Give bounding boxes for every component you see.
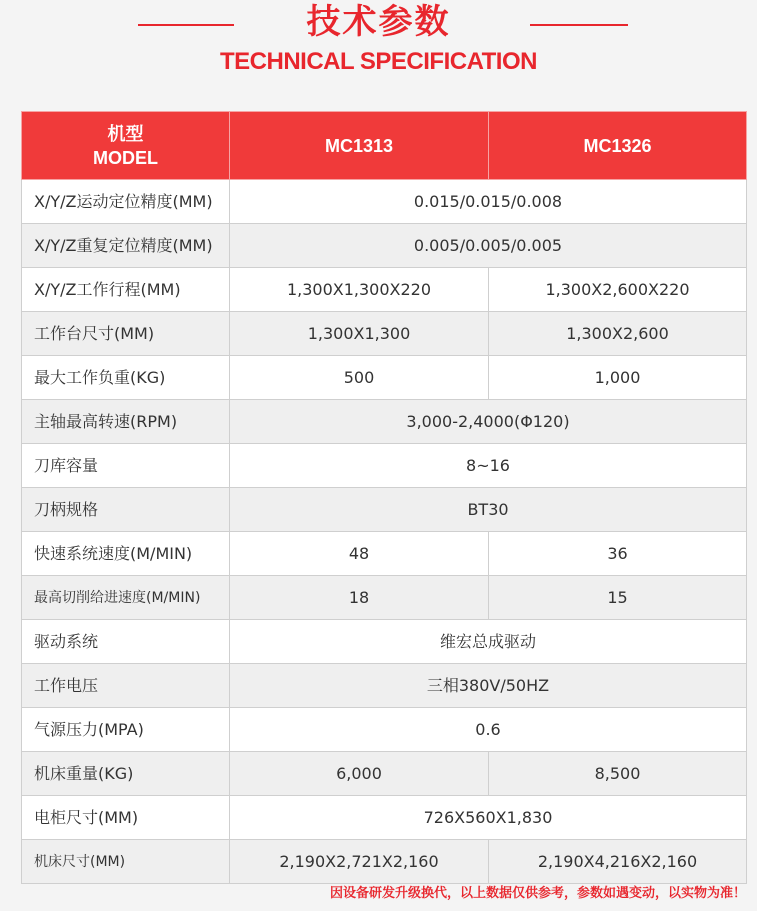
header-model-en: MODEL [93,147,158,168]
row-label: 气源压力(MPA) [22,708,230,752]
row-value-mc1313: 18 [230,576,489,620]
row-label: 电柜尺寸(MM) [22,796,230,840]
row-value: 8~16 [230,444,747,488]
table-row [22,708,747,752]
row-value-mc1313: 2,190X2,721X2,160 [230,840,489,884]
table-row [22,576,747,620]
row-label: X/Y/Z运动定位精度(MM) [22,180,230,224]
row-value-mc1313: 500 [230,356,489,400]
row-label: 刀柄规格 [22,488,230,532]
disclaimer-note: 因设备研发升级换代，以上数据仅供参考，参数如遇变动，以实物为准！ [329,886,746,901]
row-label: 主轴最高转速(RPM) [22,400,230,444]
page-header [0,0,757,100]
table-row [22,796,747,840]
row-label: 最高切削给进速度(M/MIN) [22,576,230,620]
row-value-mc1313: 1,300X1,300X220 [230,268,489,312]
row-label: 快速系统速度(M/MIN) [22,532,230,576]
table-row [22,312,747,356]
row-label: 机床重量(KG) [22,752,230,796]
table-row [22,356,747,400]
spec-table [21,111,747,884]
row-value-mc1313: 1,300X1,300 [230,312,489,356]
row-label: X/Y/Z重复定位精度(MM) [22,224,230,268]
row-value-mc1326: 15 [489,576,747,620]
row-value-mc1313: 48 [230,532,489,576]
table-row [22,840,747,884]
table-header-row [22,112,747,180]
row-label: X/Y/Z工作行程(MM) [22,268,230,312]
row-label: 机床尺寸(MM) [22,840,230,884]
row-value: 维宏总成驱动 [230,620,747,664]
header-model-cn: 机型 [107,123,144,144]
row-label: 工作电压 [22,664,230,708]
table-row [22,400,747,444]
row-value: 3,000-2,4000(Φ120) [230,400,747,444]
row-value-mc1326: 1,300X2,600X220 [489,268,747,312]
row-label: 驱动系统 [22,620,230,664]
row-value-mc1326: 2,190X4,216X2,160 [489,840,747,884]
table-row [22,664,747,708]
row-value-mc1326: 36 [489,532,747,576]
table-row [22,444,747,488]
table-row [22,224,747,268]
page-title: 技术参数 [306,2,451,42]
row-value-mc1326: 8,500 [489,752,747,796]
row-label: 工作台尺寸(MM) [22,312,230,356]
page-subtitle: TECHNICAL SPECIFICATION [220,48,537,75]
table-row [22,532,747,576]
row-value-mc1326: 1,000 [489,356,747,400]
row-label: 最大工作负重(KG) [22,356,230,400]
header-col-mc1313: MC1313 [230,112,489,180]
row-value: BT30 [230,488,747,532]
table-row [22,620,747,664]
row-value-mc1326: 1,300X2,600 [489,312,747,356]
table-row [22,752,747,796]
row-value: 0.015/0.015/0.008 [230,180,747,224]
row-value: 726X560X1,830 [230,796,747,840]
table-row [22,488,747,532]
table-row [22,268,747,312]
row-value: 0.6 [230,708,747,752]
row-value: 三相380V/50HZ [230,664,747,708]
table-row [22,180,747,224]
header-model [22,112,230,180]
row-label: 刀库容量 [22,444,230,488]
row-value: 0.005/0.005/0.005 [230,224,747,268]
header-col-mc1326: MC1326 [489,112,747,180]
row-value-mc1313: 6,000 [230,752,489,796]
